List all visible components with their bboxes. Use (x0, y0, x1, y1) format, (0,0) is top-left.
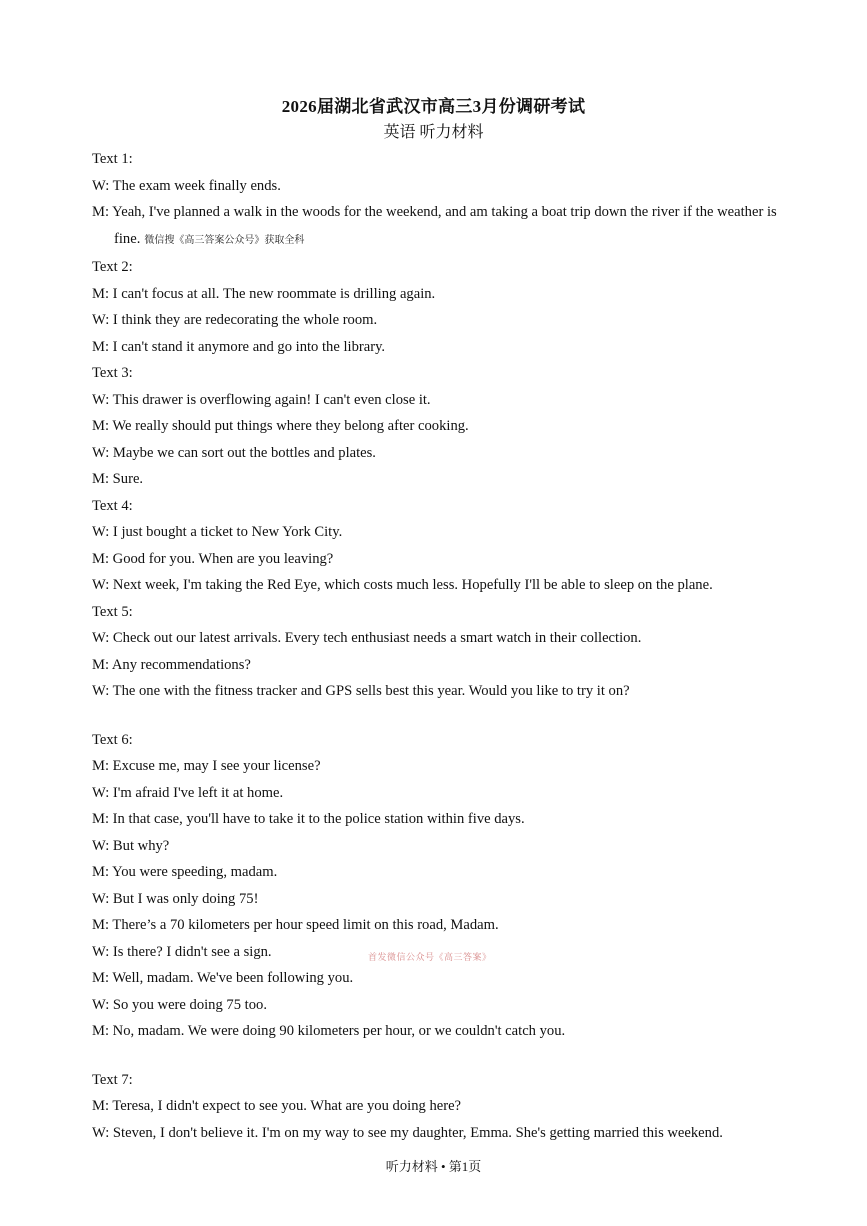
dialogue-line (92, 965, 782, 992)
dialogue-line (92, 199, 782, 254)
line-text: M: We really should put things where they belong after cooking. (92, 418, 469, 434)
dialogue-line (92, 440, 782, 467)
line-text: Text 1: (92, 151, 133, 167)
section-heading (92, 599, 782, 626)
line-text: M: Sure. (92, 471, 144, 487)
watermark-stamp: 首发微信公众号《高三答案》 (368, 952, 492, 962)
section-heading (92, 727, 782, 754)
dialogue-line (92, 678, 782, 705)
dialogue-line (92, 886, 782, 913)
line-text: M: No, madam. We were doing 90 kilometers per hour, or we couldn't catch you. (92, 1023, 566, 1039)
section-heading (92, 360, 782, 387)
line-text: M: In that case, you'll have to take it to the police station within five days. (92, 811, 525, 827)
dialogue-line (92, 753, 782, 780)
line-text: M: You were speeding, madam. (92, 864, 278, 880)
dialogue-line (92, 859, 782, 886)
line-text: M: Any recommendations? (92, 656, 251, 673)
dialogue-line (92, 652, 782, 679)
transcript-body (92, 146, 782, 1146)
document-subtitle: 英语 听力材料 (383, 124, 484, 141)
dialogue-line (92, 281, 782, 308)
line-text: W: Steven, I don't believe it. I'm on my way to see my daughter, Emma. She's getting married this weekend. (92, 1124, 723, 1141)
dialogue-line (92, 387, 782, 414)
dialogue-line (92, 806, 782, 833)
line-text: M: I can't stand it anymore and go into the library. (92, 338, 386, 355)
line-text: W: Maybe we can sort out the bottles and plates. (92, 444, 376, 461)
line-text: W: This drawer is overflowing again! I can't even close it. (92, 391, 431, 408)
line-text: M: Well, madam. We've been following you. (92, 970, 354, 986)
line-text: Text 3: (92, 365, 133, 381)
line-text: M: Teresa, I didn't expect to see you. What are you doing here? (92, 1098, 462, 1114)
section-heading (92, 493, 782, 520)
section-heading (92, 254, 782, 281)
line-text: M: I can't focus at all. The new roommate is drilling again. (92, 285, 436, 302)
section-gap (92, 705, 782, 727)
line-text: W: But I was only doing 75! (92, 890, 259, 907)
line-text: M: Good for you. When are you leaving? (92, 550, 334, 567)
dialogue-line (92, 173, 782, 200)
line-text: W: I just bought a ticket to New York City. (92, 524, 343, 540)
dialogue-line (92, 572, 782, 599)
dialogue-line (92, 546, 782, 573)
section-heading (92, 146, 782, 173)
dialogue-line (92, 307, 782, 334)
line-text: Text 5: (92, 603, 133, 620)
line-text: W: Next week, I'm taking the Red Eye, which costs much less. Hopefully I'll be able to sleep on the plane. (92, 577, 713, 593)
section-heading (92, 1067, 782, 1094)
line-text: W: The exam week finally ends. (92, 177, 281, 194)
line-text: Text 2: (92, 259, 133, 275)
line-text: M: Excuse me, may I see your license? (92, 758, 321, 774)
line-text: W: Is there? I didn't see a sign. (92, 943, 272, 960)
dialogue-line (92, 912, 782, 939)
line-text: W: The one with the fitness tracker and GPS sells best this year. Would you like to try it on? (92, 683, 630, 699)
dialogue-line (92, 1018, 782, 1045)
dialogue-line (92, 833, 782, 860)
line-text: Text 4: (92, 497, 133, 514)
dialogue-line (92, 1120, 782, 1147)
dialogue-line (92, 780, 782, 807)
dialogue-line (92, 992, 782, 1019)
line-text: M: Yeah, I've planned a walk in the woods for the weekend, and am taking a boat trip down the river if the weather is fine. (92, 204, 777, 247)
dialogue-line (92, 466, 782, 493)
dialogue-line (92, 1093, 782, 1120)
line-text: W: Check out our latest arrivals. Every tech enthusiast needs a smart watch in their collection. (92, 630, 642, 646)
inline-watermark-note: 微信搜《高三答案公众号》获取全科 (144, 234, 305, 246)
line-text: W: But why? (92, 837, 170, 854)
dialogue-line (92, 413, 782, 440)
page-footer: 听力材料 • 第1页 (385, 1159, 482, 1174)
section-gap (92, 1045, 782, 1067)
line-text: M: There’s a 70 kilometers per hour speed limit on this road, Madam. (92, 917, 499, 933)
line-text: Text 6: (92, 731, 133, 748)
line-text: W: I'm afraid I've left it at home. (92, 784, 284, 801)
line-text: Text 7: (92, 1071, 133, 1088)
line-text: W: So you were doing 75 too. (92, 996, 267, 1013)
dialogue-line (92, 625, 782, 652)
dialogue-line (92, 519, 782, 546)
line-text: W: I think they are redecorating the whole room. (92, 312, 378, 328)
document-title: 2026届湖北省武汉市高三3月份调研考试 (281, 97, 586, 116)
dialogue-line (92, 334, 782, 361)
